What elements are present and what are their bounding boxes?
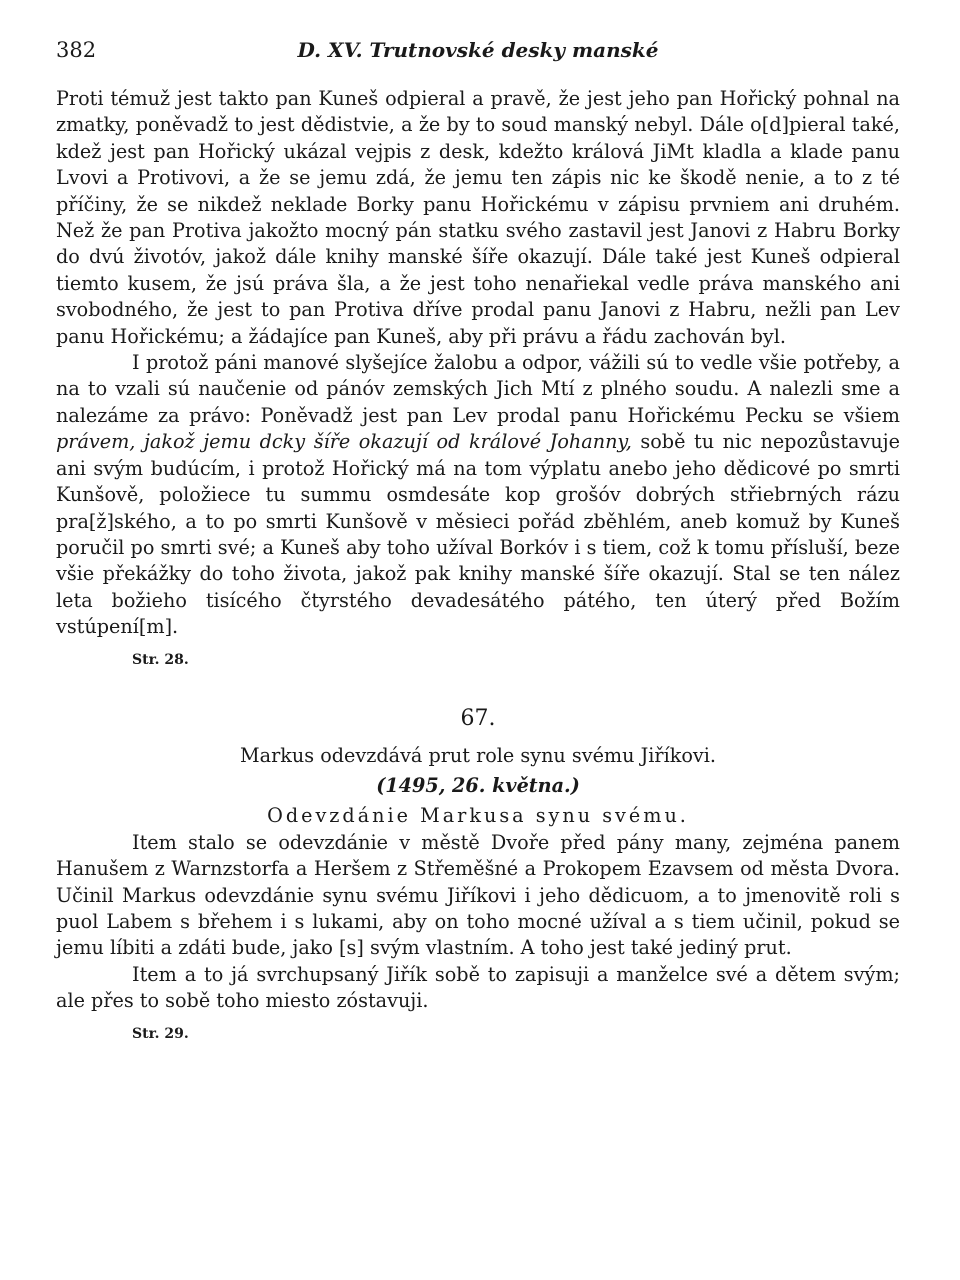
page-number: 382 bbox=[56, 38, 97, 62]
page-reference-note: Str. 28. bbox=[132, 651, 189, 668]
page-reference-note-2: Str. 29. bbox=[132, 1025, 189, 1042]
document-heading: Odevzdánie Markusa synu svému. bbox=[267, 804, 689, 828]
body-text bbox=[56, 86, 900, 1043]
verdict-text-start: I protož páni manové slyšejíce žalobu a odpor, vážili sú to vedle všie potřeby, a na to vzali sú naučenie od pánóv zemských Jich Mtí z plného soudu. A nalezli sme a nalezáme za právo: Poněvadž jest pan Lev prodal panu Hořickému Pecku se všiem bbox=[56, 351, 900, 427]
document-number: 67. bbox=[460, 705, 496, 731]
verdict-italic-text: právem, jakož jemu dcky šíře okazují od králové Johanny, bbox=[56, 430, 632, 454]
paragraph-transfer: Item stalo se odevzdánie v městě Dvoře před pány many, zejména panem Hanušem z Warnzstorfa a Heršem z Střeměšné a Prokopem Ezavsem od města Dvora. Učinil Markus odevzdánie synu svému Jiříkovi i jeho dědicuom, a to jmenovitě roli s puol Labem s břehem i s lukami, aby on toho mocné užíval a s tiem učinil, pokud se jemu líbiti a zdáti bude, jako [s] svým vlastním. A toho jest také jediný prut. bbox=[56, 830, 900, 960]
running-title: D. XV. Trutnovské desky manské bbox=[297, 38, 659, 62]
document-date: (1495, 26. května.) bbox=[376, 773, 580, 797]
page-header bbox=[56, 38, 900, 74]
verdict-text-end: sobě tu nic nepozůstavuje ani svým budúcím, i protož Hořický má na tom výplatu anebo jeho dědicové po smrti Kunšově, položiece tu summu osmdesáte kop grošóv dobrých střiebrných rázu pra[ž]ského, a to po smrti Kunšově v měsieci pořád zběhlém, aneb komuž by Kuneš poručil po smrti své; a Kuneš aby toho užíval Borkóv i s tiem, což k tomu přísluší, beze všie překážky do toho života, jakož pak knihy manské šíře okazují. Stal se ten nález leta božieho tisícého čtyrstého devadesátého pátého, ten úterý před Božím vstúpení[m]. bbox=[56, 430, 900, 639]
paragraph-registration: Item a to já svrchupsaný Jiřík sobě to zapisuji a manželce své a dětem svým; ale přes to sobě toho miesto zóstavuji. bbox=[56, 962, 900, 1013]
paragraph-continuation: Proti témuž jest takto pan Kuneš odpieral a pravě, že jest jeho pan Hořický pohnal na zmatky, poněvadž to jest dědistvie, a že by to soud manský nebyl. Dále o[d]pieral také, kdež jest pan Hořický ukázal vejpis z desk, kdežto králová JiMt kladla a klade panu Lvovi a Protivovi, a že se jemu zdá, že jemu ten zápis nic ke škodě nenie, a to z té příčiny, že se nikdež neklade Borky panu Hořickému v zápisu prvniem ani druhém. Než že pan Protiva jakožto mocný pán statku svého zastavil jest Janovi z Habru Borky do dvú životóv, jakož dále knihy manské šíře okazují. Dále také jest Kuneš odpieral tiemto kusem, že jsú práva šla, a že jest toho nenařiekal vedle práva manského ani svobodného, že jest to pan Protiva dříve prodal panu Janovi z Habru, nežli pan Lev panu Hořickému; a žádajíce pan Kuneš, aby při právu a řádu zachován byl. bbox=[56, 87, 900, 348]
document-title: Markus odevzdává prut role synu svému Jiříkovi. bbox=[240, 743, 716, 767]
paragraph-verdict bbox=[56, 350, 900, 640]
